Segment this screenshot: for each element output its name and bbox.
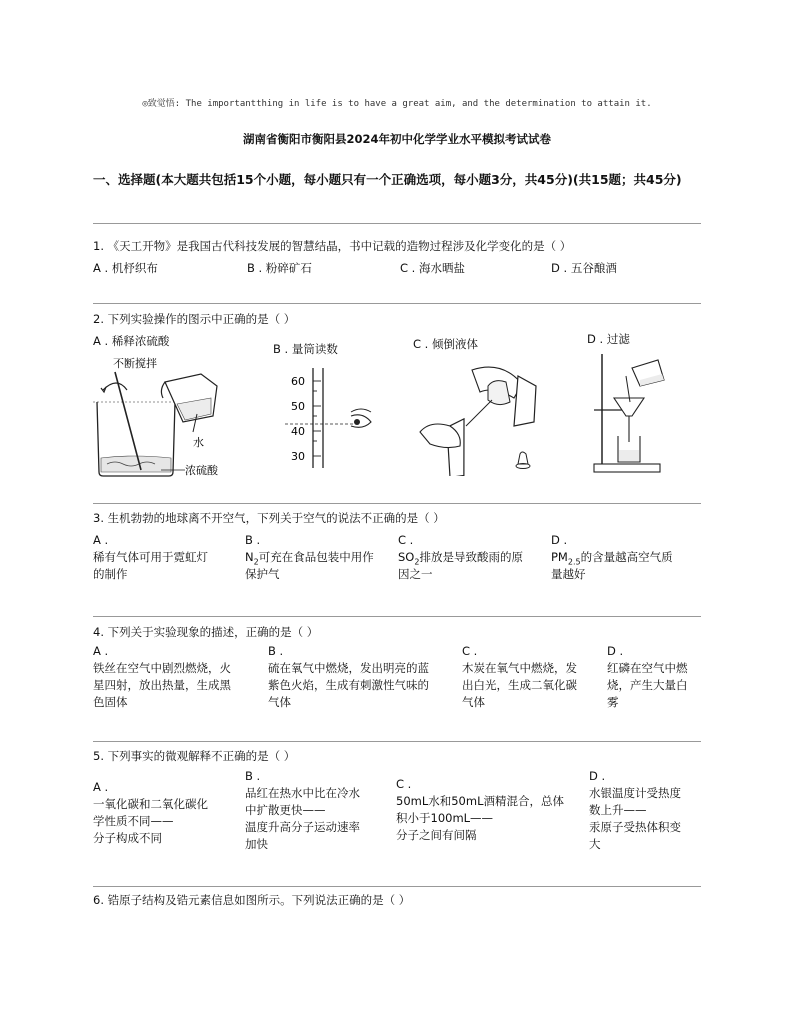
divider <box>93 303 701 304</box>
q4-option-c[interactable] <box>462 643 607 711</box>
option-text: 积小于100mL—— <box>396 811 494 825</box>
option-text <box>551 549 701 566</box>
question-5-stem: 5. 下列事实的微观解释不正确的是（ ） <box>93 749 296 763</box>
option-text-rest: 排放是导致酸雨的原 <box>419 550 523 564</box>
option-text: 烧，产生大量白 <box>607 678 688 692</box>
q5-option-b[interactable] <box>245 768 395 853</box>
q3-option-a[interactable] <box>93 532 243 583</box>
question-4-stem: 4. 下列关于实验现象的描述，正确的是（ ） <box>93 625 319 639</box>
figure-label-stir: 不断搅拌 <box>113 357 157 370</box>
option-text: 稀有气体可用于霓虹灯 <box>93 550 208 564</box>
q1-option-b[interactable]: B . 粉碎矿石 <box>247 261 312 275</box>
option-text: 木炭在氧气中燃烧，发 <box>462 661 577 675</box>
figure-cylinder-reading <box>285 364 385 474</box>
q3-option-d[interactable] <box>551 532 701 583</box>
question-3-stem: 3. 生机勃勃的地球离不开空气，下列关于空气的说法不正确的是（ ） <box>93 511 445 525</box>
cylinder-tick-60: 60 <box>291 375 305 388</box>
formula-subscript: 2 <box>253 557 259 567</box>
section-heading: 一、选择题(本大题共包括15个小题，每小题只有一个正确选项，每小题3分，共45分)(共15题；共45分) <box>93 172 682 187</box>
q3-option-c[interactable] <box>398 532 548 583</box>
option-text: 气体 <box>268 695 291 709</box>
option-text: 硫在氧气中燃烧，发出明亮的蓝 <box>268 661 429 675</box>
option-text: 出白光，生成二氧化碳 <box>462 678 577 692</box>
figure-label-acid: 浓硫酸 <box>185 464 218 477</box>
option-text: 紫色火焰，生成有刺激性气味的 <box>268 678 429 692</box>
formula-pm: PM <box>551 550 568 564</box>
option-label: D . <box>589 769 606 783</box>
option-text-rest: 的含量越高空气质 <box>580 550 673 564</box>
option-text: 汞原子受热体积变 <box>589 820 681 834</box>
figure-pouring-liquid <box>410 356 550 476</box>
q2-option-c[interactable]: C . 倾倒液体 <box>413 337 478 351</box>
q4-option-b[interactable] <box>268 643 463 711</box>
option-label: A . <box>93 644 109 658</box>
q1-option-c[interactable]: C . 海水晒盐 <box>400 261 465 275</box>
option-label: B . <box>245 769 261 783</box>
option-label: B . <box>268 644 284 658</box>
option-text: 数上升—— <box>589 803 647 817</box>
q4-option-d[interactable] <box>607 643 707 711</box>
option-text: 铁丝在空气中剧烈燃烧，火 <box>93 661 231 675</box>
option-text: 50mL水和50mL酒精混合，总体 <box>396 794 564 808</box>
option-label: C . <box>396 777 412 791</box>
q1-option-d[interactable]: D . 五谷酿酒 <box>551 261 617 275</box>
option-text: 雾 <box>607 695 619 709</box>
q5-option-a[interactable] <box>93 779 241 847</box>
q2-option-b[interactable]: B . 量筒读数 <box>273 342 338 356</box>
figure-dilute-acid <box>93 352 243 482</box>
question-6-stem: 6. 锆原子结构及锆元素信息如图所示。下列说法正确的是（ ） <box>93 893 411 907</box>
exam-title: 湖南省衡阳市衡阳县2024年初中化学学业水平模拟考试试卷 <box>242 132 551 146</box>
option-text: 分子构成不同 <box>93 831 162 845</box>
option-text: 星四射，放出热量，生成黑 <box>93 678 231 692</box>
divider <box>93 616 701 617</box>
q2-option-d[interactable]: D . 过滤 <box>587 332 630 346</box>
option-text: 大 <box>589 837 601 851</box>
option-text: 水银温度计受热度 <box>589 786 681 800</box>
option-text: 色固体 <box>93 695 128 709</box>
q5-option-c[interactable] <box>396 776 586 844</box>
option-text: 量越好 <box>551 567 586 581</box>
option-text: 加快 <box>245 837 268 851</box>
option-text: 品红在热水中比在冷水 <box>245 786 360 800</box>
cylinder-tick-50: 50 <box>291 400 305 413</box>
option-text: 因之一 <box>398 567 433 581</box>
divider <box>93 503 701 504</box>
q1-option-a[interactable]: A . 机杼织布 <box>93 261 158 275</box>
option-text <box>245 549 395 566</box>
figure-filtration <box>584 350 674 478</box>
option-text <box>398 549 548 566</box>
formula-subscript: 2 <box>414 557 420 567</box>
divider <box>93 886 701 887</box>
cylinder-tick-30: 30 <box>291 450 305 463</box>
option-text: 学性质不同—— <box>93 814 174 828</box>
q2-option-a[interactable]: A . 稀释浓硫酸 <box>93 334 170 348</box>
option-text: 的制作 <box>93 567 128 581</box>
formula-so: SO <box>398 550 415 564</box>
option-label: A . <box>93 780 109 794</box>
figure-label-water: 水 <box>193 436 204 449</box>
question-1-stem: 1. 《天工开物》是我国古代科技发展的智慧结晶，书中记载的造物过程涉及化学变化的是（ ） <box>93 239 572 253</box>
option-label: D . <box>551 533 568 547</box>
option-label: B . <box>245 533 261 547</box>
option-text: 气体 <box>462 695 485 709</box>
divider <box>93 223 701 224</box>
question-2-stem: 2. 下列实验操作的图示中正确的是（ ） <box>93 312 296 326</box>
cylinder-tick-40: 40 <box>291 425 305 438</box>
option-label: C . <box>462 644 478 658</box>
option-label: A . <box>93 533 109 547</box>
q5-option-d[interactable] <box>589 768 701 853</box>
formula-subscript: 2.5 <box>567 557 581 567</box>
q3-option-b[interactable] <box>245 532 395 583</box>
option-text: 红磷在空气中燃 <box>607 661 688 675</box>
formula-n: N <box>245 550 254 564</box>
option-text: 分子之间有间隔 <box>396 828 477 842</box>
option-label: D . <box>607 644 624 658</box>
option-text: 保护气 <box>245 567 280 581</box>
option-text: 中扩散更快—— <box>245 803 326 817</box>
option-text: 温度升高分子运动速率 <box>245 820 360 834</box>
motto-line: ◎致觉悟: The importantthing in life is to have a great aim, and the determination to attain it. <box>142 99 652 109</box>
option-label: C . <box>398 533 414 547</box>
q4-option-a[interactable] <box>93 643 263 711</box>
option-text-rest: 可充在食品包装中用作 <box>258 550 374 564</box>
option-text: 一氧化碳和二氧化碳化 <box>93 797 208 811</box>
divider <box>93 741 701 742</box>
